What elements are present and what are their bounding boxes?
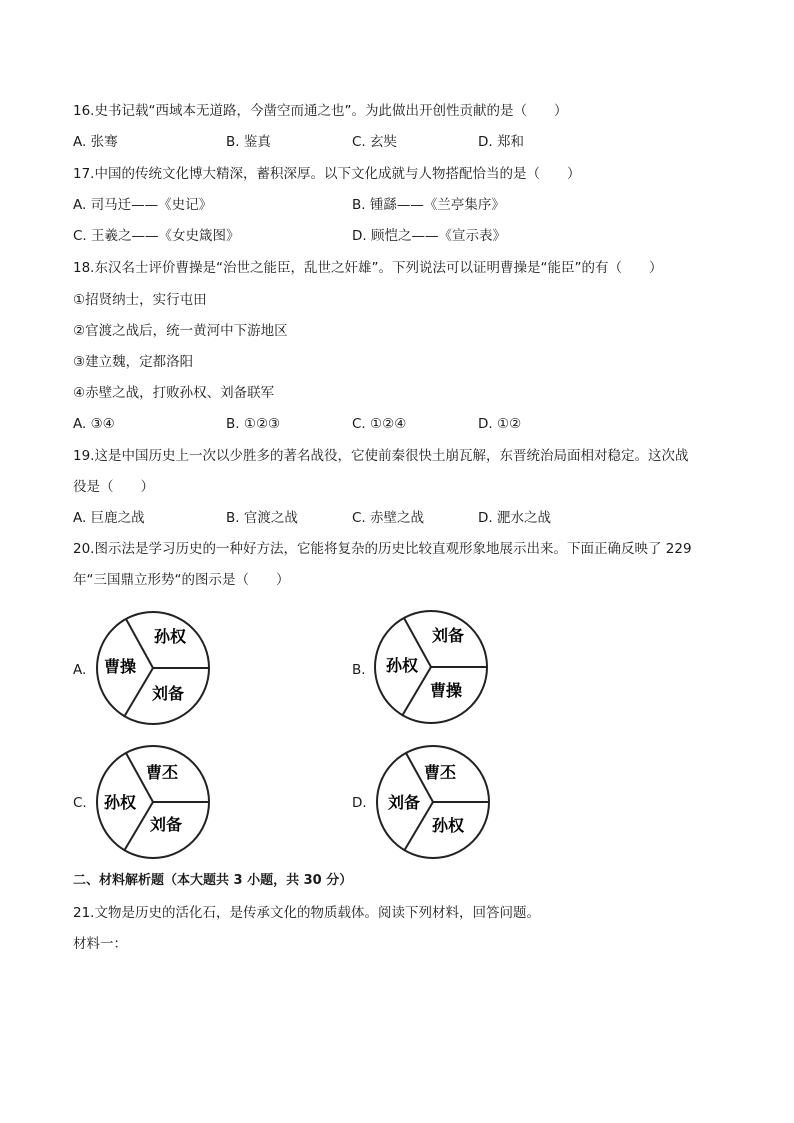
question-17-stem: 17.中国的传统文化博大精深，蓄积深厚。以下文化成就与人物搭配恰当的是（ ） bbox=[73, 166, 581, 182]
q18-item-3: ③建立魏，定都洛阳 bbox=[73, 354, 194, 370]
q19-option-a: A. 巨鹿之战 bbox=[73, 510, 145, 526]
diagram-b-top-right-name: 刘备 bbox=[432, 626, 465, 645]
question-21-stem: 21.文物是历史的活化石，是传承文化的物质载体。阅读下列材料，回答问题。 bbox=[73, 905, 540, 921]
diagram-b-left-name: 孙权 bbox=[386, 656, 419, 675]
question-19-stem-line1: 19.这是中国历史上一次以少胜多的著名战役，它使前秦很快土崩瓦解，东晋统治局面相对稳定。这次战 bbox=[73, 448, 689, 464]
q21-material-1-label: 材料一： bbox=[73, 936, 127, 952]
q17-option-a: A. 司马迁——《史记》 bbox=[73, 197, 213, 213]
question-19-stem-line2: 役是（ ） bbox=[73, 479, 154, 495]
q18-item-1: ①招贤纳士，实行屯田 bbox=[73, 292, 207, 308]
diagram-a-label: A. bbox=[73, 662, 87, 678]
diagram-d-top-right-name: 曹丕 bbox=[424, 763, 457, 782]
question-20-stem-line1: 20.图示法是学习历史的一种好方法，它能将复杂的历史比较直观形象地展示出来。下面正确反映了 229 bbox=[73, 541, 692, 557]
diagram-c-label: C. bbox=[73, 795, 87, 811]
diagram-c-top-right-name: 曹丕 bbox=[146, 763, 179, 782]
diagram-d-label: D. bbox=[352, 795, 367, 811]
diagram-b-bottom-right-name: 曹操 bbox=[430, 681, 463, 700]
q17-option-c: C. 王羲之——《女史箴图》 bbox=[73, 228, 240, 244]
question-18-stem: 18.东汉名士评价曹操是“治世之能臣，乱世之奸雄”。下列说法可以证明曹操是“能臣”的有（ ） bbox=[73, 260, 663, 276]
pie-diagram-c bbox=[94, 745, 212, 859]
q18-option-b: B. ①②③ bbox=[226, 416, 281, 432]
q16-option-b: B. 鉴真 bbox=[226, 134, 271, 150]
section-2-title: 二、材料解析题（本大题共 3 小题，共 30 分） bbox=[73, 873, 353, 888]
q16-option-d: D. 郑和 bbox=[478, 134, 524, 150]
diagram-d-bottom-right-name: 孙权 bbox=[432, 816, 465, 835]
q16-option-a: A. 张骞 bbox=[73, 134, 118, 150]
question-16-stem: 16.史书记载“西域本无道路，今凿空而通之也”。为此做出开创性贡献的是（ ） bbox=[73, 103, 568, 119]
diagram-a-bottom-right-name: 刘备 bbox=[152, 684, 185, 703]
q17-option-b: B. 锺繇——《兰亭集序》 bbox=[352, 197, 505, 213]
diagram-a-top-right-name: 孙权 bbox=[154, 627, 187, 646]
diagram-d-left-name: 刘备 bbox=[388, 793, 421, 812]
diagram-c-bottom-right-name: 刘备 bbox=[150, 815, 183, 834]
q18-option-d: D. ①② bbox=[478, 416, 522, 432]
pie-diagram-d bbox=[374, 745, 492, 859]
q18-item-2: ②官渡之战后，统一黄河中下游地区 bbox=[73, 323, 288, 339]
q19-option-c: C. 赤壁之战 bbox=[352, 510, 425, 526]
pie-diagram-b bbox=[372, 610, 490, 724]
question-20-stem-line2: 年“三国鼎立形势“的图示是（ ） bbox=[73, 572, 290, 588]
q18-option-c: C. ①②④ bbox=[352, 416, 407, 432]
q19-option-b: B. 官渡之战 bbox=[226, 510, 298, 526]
diagram-c-left-name: 孙权 bbox=[104, 793, 137, 812]
q18-option-a: A. ③④ bbox=[73, 416, 115, 432]
q17-option-d: D. 顾恺之——《宣示表》 bbox=[352, 228, 506, 244]
q19-option-d: D. 淝水之战 bbox=[478, 510, 551, 526]
pie-diagram-a bbox=[94, 611, 212, 725]
q16-option-c: C. 玄奘 bbox=[352, 134, 398, 150]
diagram-a-left-name: 曹操 bbox=[104, 657, 137, 676]
q18-item-4: ④赤壁之战，打败孙权、刘备联军 bbox=[73, 385, 275, 401]
diagram-b-label: B. bbox=[352, 662, 366, 678]
